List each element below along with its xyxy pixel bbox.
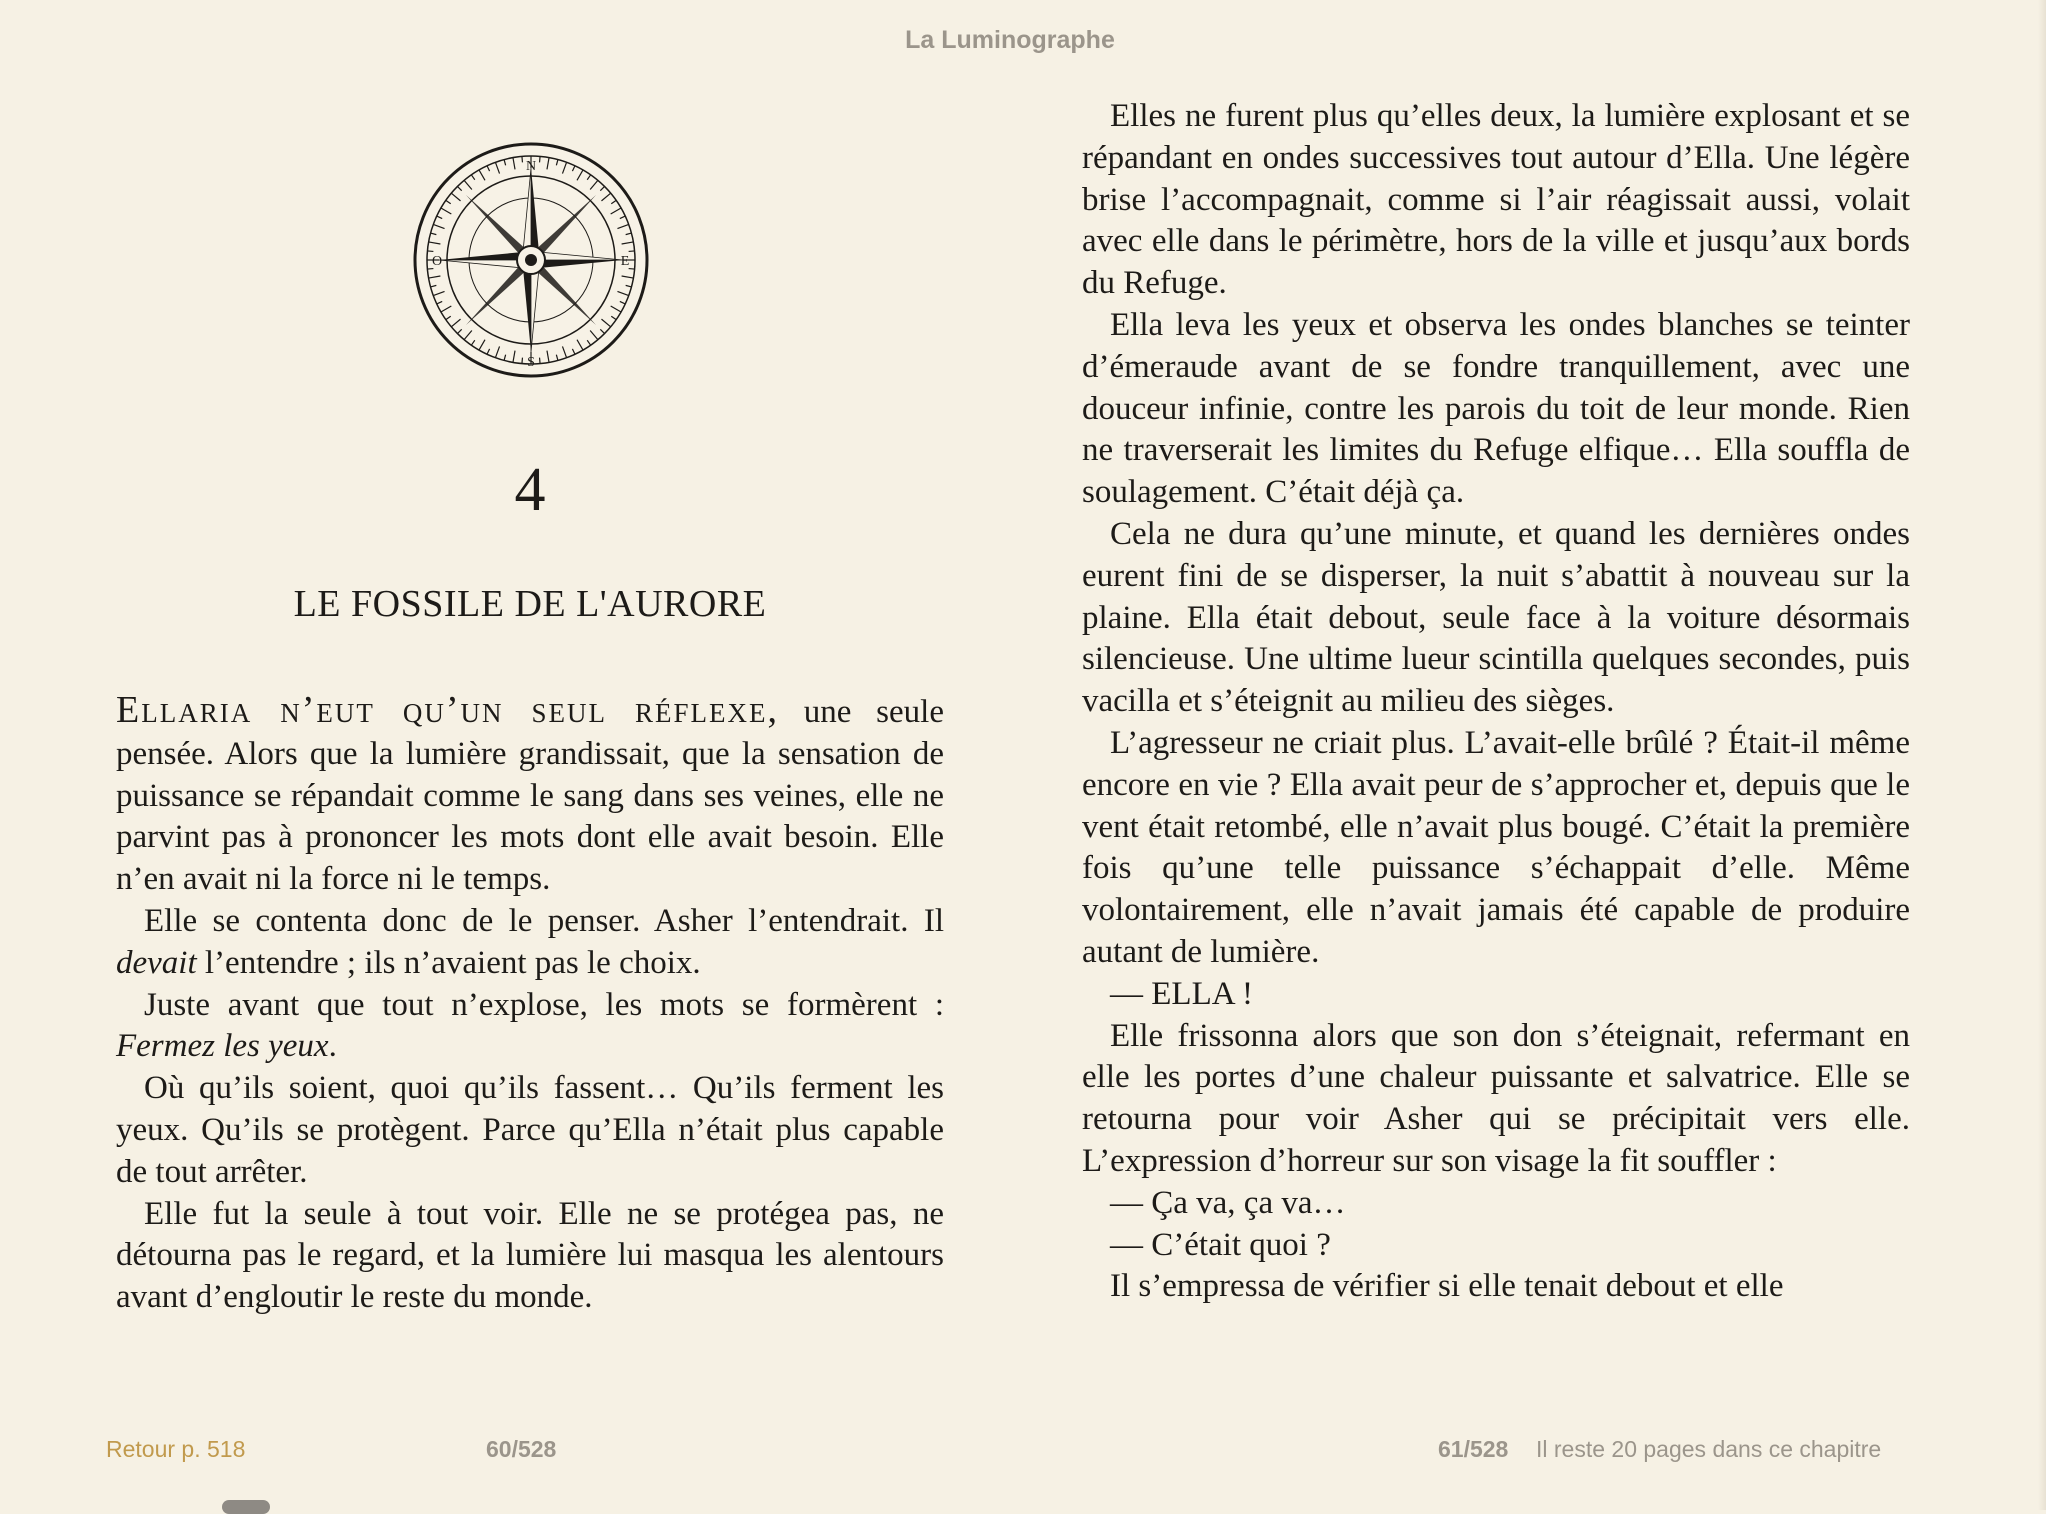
paragraph: Elle frissonna alors que son don s’éteignait, refermant en elle les portes d’une chaleur puissante et salvatrice. Elle se retourna pour voir Asher qui se précipitait vers elle. L’expression d’horreur sur son visage la fit souffler : [1082, 1017, 1910, 1179]
text-run: . [328, 1028, 337, 1065]
italic-text: devait [116, 944, 197, 981]
paragraph: Elle fut la seule à tout voir. Elle ne se protégea pas, ne détourna pas le regard, et la lumière lui masqua les alentours avant d’engloutir le reste du monde. [116, 1195, 944, 1316]
paragraph: Il s’empressa de vérifier si elle tenait debout et elle [1110, 1268, 1784, 1305]
book-title: La Luminographe [905, 26, 1115, 54]
compass-rose-icon [411, 140, 651, 380]
svg-text:O: O [431, 254, 443, 269]
dialogue-line: — ELLA ! [1110, 975, 1253, 1012]
paragraph: L’agresseur ne criait plus. L’avait-elle brûlé ? Était-il même encore en vie ? Ella avait peur de s’approcher et, depuis que le vent était retombé, elle n’avait plus bougé. C’était la première fois qu’une telle puissance s’échappait d’elle. Même volontairement, elle n’avait jamais été capable de produire autant de lumière. [1082, 724, 1910, 970]
text-run: Elle se contenta donc de le penser. Asher l’entendrait. Il [144, 902, 944, 939]
lead-text: une seule pensée. Alors que la lumière grandissait, que la sensation de puissance se répandait comme le sang dans ses veines, elle ne parvint pas à prononcer les mots dont elle avait besoin. Elle n’en avait ni la force ni le temps. [116, 694, 944, 898]
lead-small-caps: Ellaria n’eut qu’un seul réflexe, [116, 689, 780, 731]
left-page-text [116, 690, 944, 1319]
svg-text:E: E [620, 254, 630, 269]
right-page [1082, 96, 1910, 1396]
left-page [116, 100, 944, 1390]
italic-text: Fermez les yeux [116, 1028, 329, 1065]
text-run: l’entendre ; ils n’avaient pas le choix. [196, 944, 701, 981]
paragraph: Où qu’ils soient, quoi qu’ils fassent… Qu’ils ferment les yeux. Qu’ils se protègent. Parce qu’Ella n’était plus capable de tout arrêter. [116, 1070, 944, 1190]
paragraph [116, 690, 944, 901]
svg-text:S: S [527, 355, 535, 370]
dialogue-line: — Ça va, ça va… [1110, 1184, 1346, 1221]
right-page-number: 61/528 [1438, 1436, 1509, 1462]
paragraph: Ella leva les yeux et observa les ondes blanches se teinter d’émeraude avant de se fondre tranquillement, avec une douceur infinie, contre les parois du toit de leur monde. Rien ne traverserait les limites du Refuge elfique… Ella souffla de soulagement. C’était déjà ça. [1082, 306, 1910, 511]
window-handle[interactable] [222, 1500, 270, 1514]
left-page-number: 60/528 [486, 1436, 557, 1462]
paragraph [116, 901, 944, 985]
dialogue-line: — C’était quoi ? [1110, 1226, 1331, 1263]
text-run: Juste avant que tout n’explose, les mots se formèrent : [144, 986, 944, 1023]
svg-text:N: N [525, 159, 537, 174]
right-page-text [1082, 96, 1910, 1308]
chapter-title: LE FOSSILE DE L'AURORE [293, 583, 767, 625]
back-link[interactable]: Retour p. 518 [106, 1436, 246, 1462]
chapter-remaining-pages: Il reste 20 pages dans ce chapitre [1536, 1436, 1882, 1462]
chapter-number: 4 [514, 456, 546, 524]
paragraph [116, 985, 944, 1069]
page-edge [2038, 0, 2046, 1510]
paragraph: Elles ne furent plus qu’elles deux, la lumière explosant et se répandant en ondes successives tout autour d’Ella. Une légère brise l’accompagnait, comme si l’air réagissait aussi, volait avec elle dans le périmètre, hors de la ville et jusqu’aux bords du Refuge. [1082, 98, 1910, 302]
paragraph: Cela ne dura qu’une minute, et quand les dernières ondes eurent fini de se disperser, la nuit s’abattit à nouveau sur la plaine. Ella était debout, seule face à la voiture désormais silencieuse. Une ultime lueur scintilla quelques secondes, puis vacilla et s’éteignit au milieu des sièges. [1082, 515, 1910, 720]
